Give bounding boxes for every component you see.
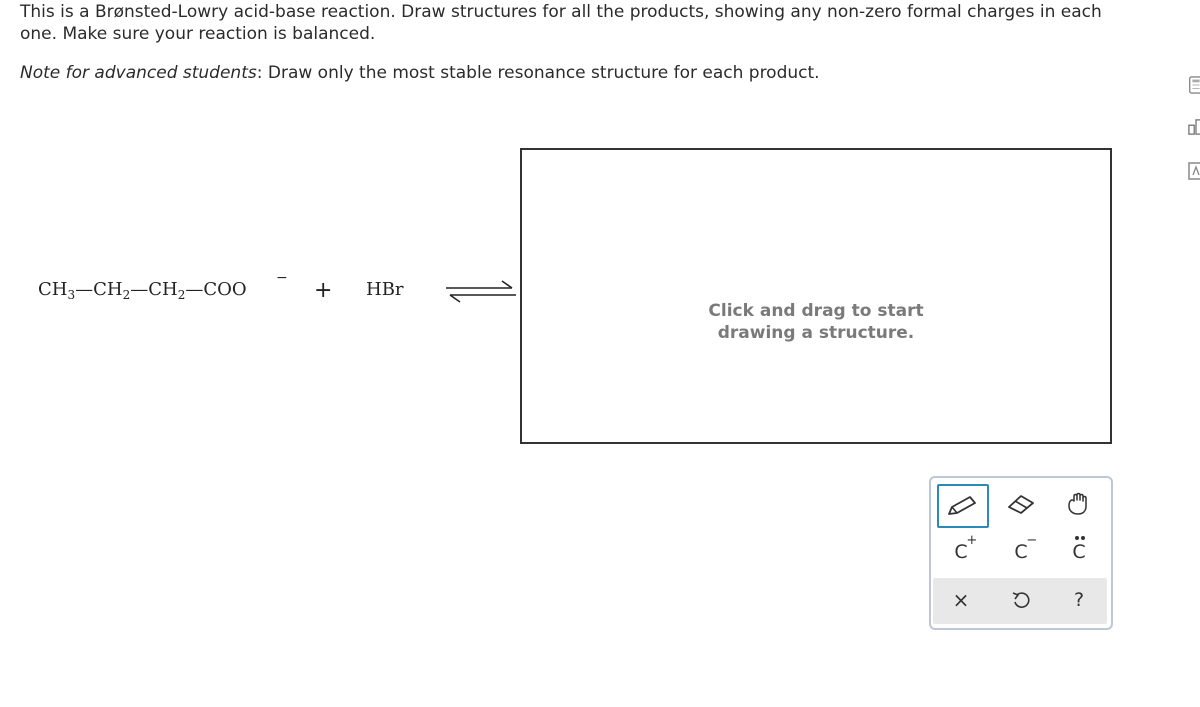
- ch2-group-1: $CH_2$: [93, 279, 131, 302]
- eraser-tool-button[interactable]: [997, 484, 1045, 524]
- drawing-toolbar: [929, 476, 1113, 630]
- note-label: Note for advanced students: [20, 63, 257, 83]
- undo-button[interactable]: [997, 580, 1045, 620]
- pencil-icon: [946, 495, 980, 517]
- carbanion-label: C −: [1014, 533, 1038, 563]
- canvas-hint: Click and drag to start drawing a structure.: [708, 301, 924, 343]
- ch2-group-2: $CH_2$: [148, 279, 186, 302]
- move-tool-button[interactable]: [1055, 484, 1103, 524]
- lone-pair-dots-icon: [1074, 535, 1086, 541]
- note-text: [20, 62, 1130, 84]
- bond-1: —: [75, 279, 94, 300]
- reactant-formula: [38, 279, 247, 302]
- pencil-tool-button[interactable]: [937, 484, 989, 528]
- carboxylate-group: COO: [203, 279, 247, 300]
- calculator-icon[interactable]: [1188, 76, 1200, 94]
- action-row: [933, 578, 1107, 624]
- help-icon: ?: [1073, 589, 1085, 611]
- note-body: : Draw only the most stable resonance structure for each product.: [256, 63, 820, 83]
- bond-2: —: [130, 279, 149, 300]
- undo-icon: [1011, 590, 1031, 610]
- question-text: This is a Brønsted-Lowry acid-base reaction. Draw structures for all the products, showing any non-zero formal charges in each one. Make sure your reaction is balanced.: [20, 2, 1102, 44]
- carbanion-button[interactable]: [997, 532, 1045, 572]
- carbocation-label: C +: [954, 533, 978, 563]
- lone-pair-button[interactable]: [1055, 532, 1103, 572]
- negative-charge: −: [276, 270, 288, 286]
- carbocation-button[interactable]: [937, 532, 985, 572]
- data-icon[interactable]: [1188, 118, 1200, 136]
- clear-button[interactable]: [937, 580, 985, 620]
- close-icon: ×: [952, 588, 970, 612]
- ch3-group: $CH_3$: [38, 279, 76, 302]
- periodic-table-icon[interactable]: [1188, 162, 1200, 180]
- equilibrium-arrow-icon: [446, 276, 518, 312]
- bond-3: —: [185, 279, 204, 300]
- hand-icon: [1065, 492, 1093, 516]
- plus-sign: +: [314, 278, 333, 303]
- help-button[interactable]: [1055, 580, 1103, 620]
- eraser-icon: [1005, 493, 1037, 515]
- lone-pair-label: C: [1072, 541, 1085, 563]
- reagent-formula: HBr: [366, 279, 404, 300]
- drawing-canvas[interactable]: [520, 148, 1112, 444]
